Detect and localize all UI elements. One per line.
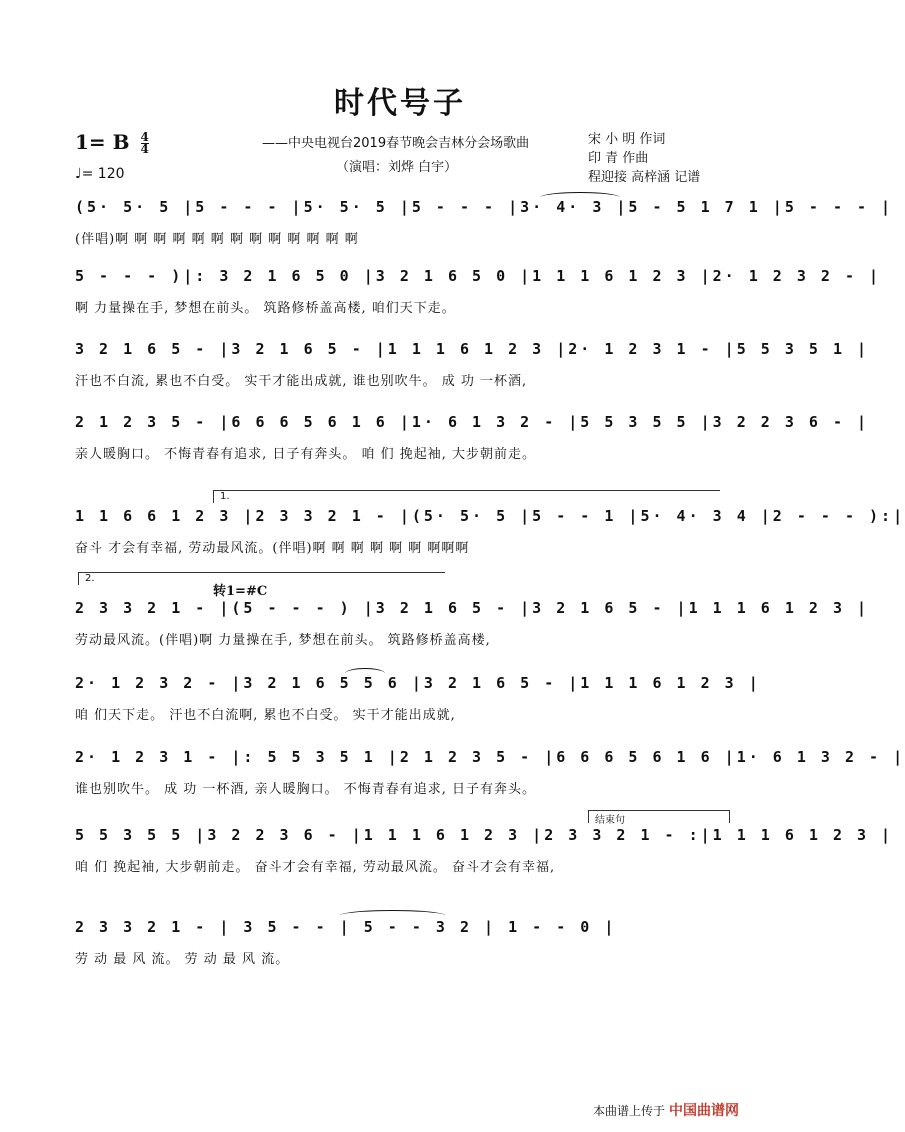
lyrics: 咱 们天下走。 汗也不白流啊, 累也不白受。 实干才能出成就,: [75, 708, 456, 723]
slur: [340, 910, 445, 921]
footer-text: 本曲谱上传于: [593, 1104, 666, 1118]
singers: （演唱：刘烨 白宇）: [336, 160, 458, 175]
page-title: 时代号子: [334, 86, 466, 121]
lyricist-credit: 宋 小 明 作词: [588, 132, 666, 147]
lyrics: 劳动最风流。(伴唱)啊 力量操在手, 梦想在前头。 筑路修桥盖高楼,: [75, 633, 491, 648]
ending-1-label: 1.: [220, 491, 230, 502]
notation: 2· 1 2 3 2 - |3 2 1 6 5 5 6 |3 2 1 6 5 - |1 1 1 6 1 2 3 |: [75, 674, 761, 692]
lyrics: 汗也不白流, 累也不白受。 实干才能出成就, 谁也别吹牛。 成 功 一杯酒,: [75, 374, 528, 389]
key-signature: [75, 130, 149, 155]
notation: 2 1 2 3 5 - |6 6 6 5 6 1 6 |1· 6 1 3 2 - |5 5 3 5 5 |3 2 2 3 6 - |: [75, 413, 870, 431]
time-signature: [141, 132, 149, 155]
site-logo[interactable]: 中国曲谱网: [669, 1103, 740, 1119]
notation: 2· 1 2 3 1 - |: 5 5 3 5 1 |2 1 2 3 5 - |6 6 6 5 6 1 6 |1· 6 1 3 2 - |: [75, 748, 905, 766]
lyrics: 啊 力量操在手, 梦想在前头。 筑路修桥盖高楼, 咱们天下走。: [75, 301, 456, 316]
time-numerator: 4: [140, 130, 149, 144]
lyrics: 劳 动 最 风 流。 劳 动 最 风 流。: [75, 952, 290, 967]
notation: 5 - - - )|: 3 2 1 6 5 0 |3 2 1 6 5 0 |1 1 1 6 1 2 3 |2· 1 2 3 2 - |: [75, 267, 882, 285]
lyrics: (伴唱)啊 啊 啊 啊 啊 啊 啊 啊 啊 啊 啊 啊 啊: [75, 232, 359, 247]
notation: 3 2 1 6 5 - |3 2 1 6 5 - |1 1 1 6 1 2 3 |2· 1 2 3 1 - |5 5 3 5 1 |: [75, 340, 870, 358]
slur: [345, 668, 385, 679]
notation: 1 1 6 6 1 2 3 |2 3 3 2 1 - |(5· 5· 5 |5 - - 1 |5· 4· 3 4 |2 - - - ):|: [75, 507, 905, 525]
modulation-marking: 转1=#C: [213, 584, 268, 599]
ending-2-label: 2.: [85, 573, 95, 584]
notation: 2 3 3 2 1 - |(5 - - - ) |3 2 1 6 5 - |3 2 1 6 5 - |1 1 1 6 1 2 3 |: [75, 599, 870, 617]
lyrics: 亲人暖胸口。 不悔青春有追求, 日子有奔头。 咱 们 挽起袖, 大步朝前走。: [75, 447, 537, 462]
notation: (5· 5· 5 |5 - - - |5· 5· 5 |5 - - - |3· 4· 3 |5 - 5 1 7 1 |5 - - - |: [75, 198, 894, 216]
first-ending-bracket: [213, 490, 720, 503]
lyrics: 奋斗 才会有幸福, 劳动最风流。(伴唱)啊 啊 啊 啊 啊 啊 啊啊啊: [75, 541, 470, 556]
footer: [593, 1100, 739, 1120]
slur: [540, 192, 620, 203]
composer-credit: 印 青 作曲: [588, 151, 649, 166]
credits: [588, 130, 700, 187]
lyrics: 谁也别吹牛。 成 功 一杯酒, 亲人暖胸口。 不悔青春有追求, 日子有奔头。: [75, 782, 537, 797]
notation: 2 3 3 2 1 - | 3 5 - - | 5 - - 3 2 | 1 - - 0 |: [75, 918, 617, 936]
time-denominator: 4: [140, 142, 149, 156]
lyrics: 咱 们 挽起袖, 大步朝前走。 奋斗才会有幸福, 劳动最风流。 奋斗才会有幸福,: [75, 860, 556, 875]
transcriber-credit: 程迎接 高梓涵 记谱: [588, 170, 701, 185]
subtitle: ——中央电视台2019春节晚会吉林分会场歌曲: [262, 136, 530, 151]
notation: 5 5 3 5 5 |3 2 2 3 6 - |1 1 1 6 1 2 3 |2 3 3 2 1 - :|1 1 1 6 1 2 3 |: [75, 826, 894, 844]
coda-label: 结束句: [595, 815, 625, 826]
key-label: 1= B: [75, 130, 130, 154]
tempo-marking: ♩= 120: [75, 166, 125, 182]
coda-bracket: [588, 810, 730, 826]
